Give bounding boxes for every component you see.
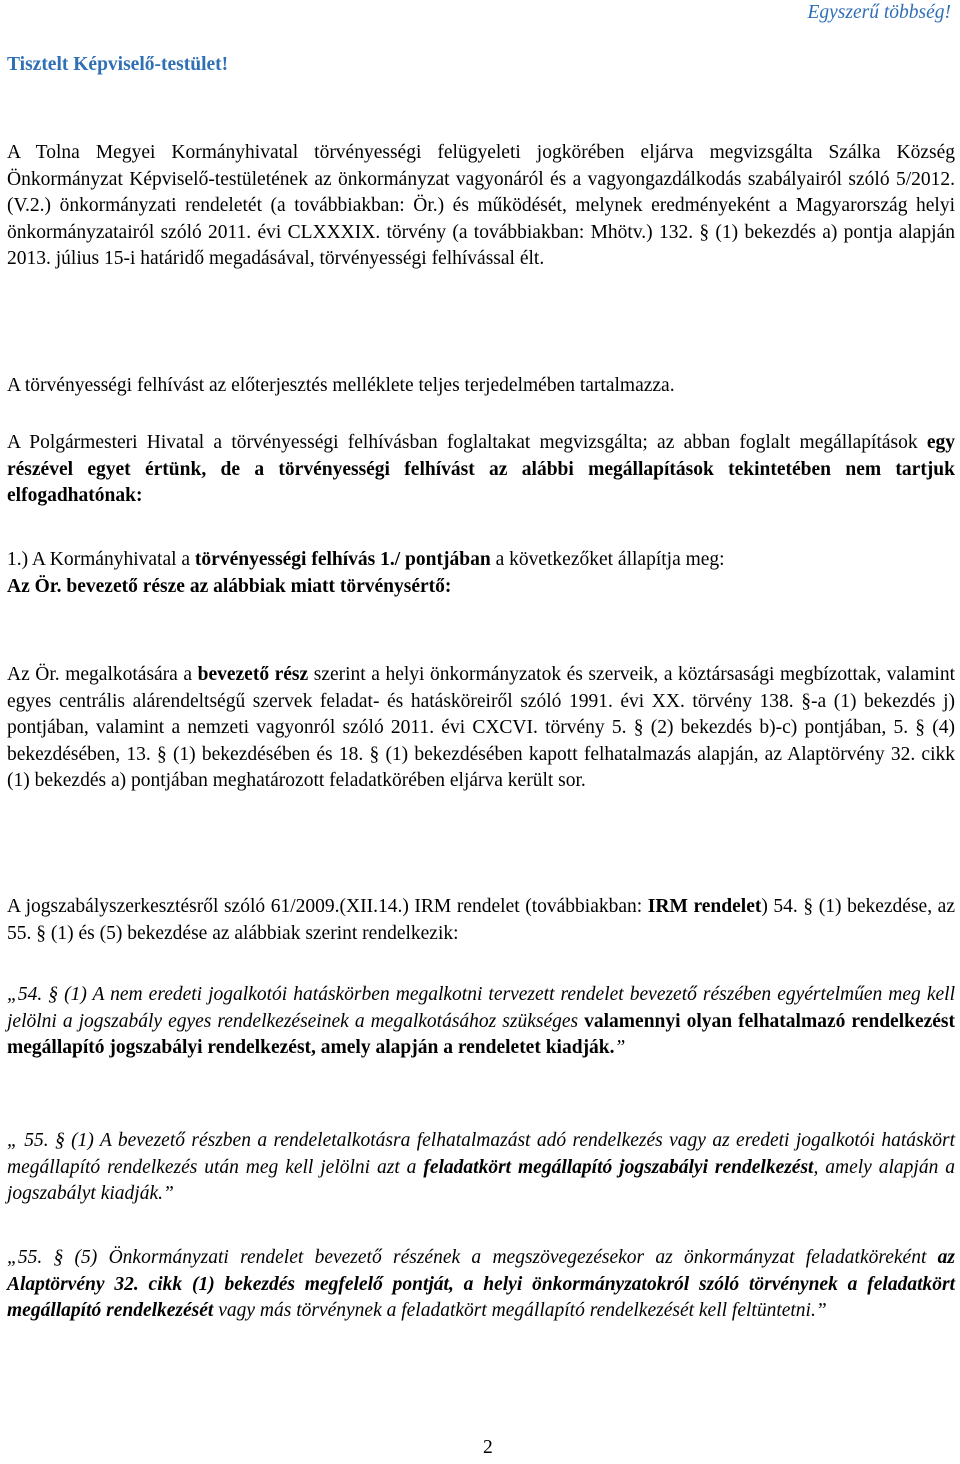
- quote-55-5-paragraph: [7, 1245, 955, 1325]
- point-1-heading-text: Az Ör. bevezető része az alábbiak miatt törvénysértő:: [7, 575, 452, 597]
- salutation: Tisztelt Képviselő-testület!: [7, 54, 229, 75]
- point-1-part-b: törvényességi felhívás 1./ pontjában: [194, 549, 491, 570]
- preamble-part-a: Az Ör. megalkotására a: [7, 664, 198, 685]
- quote-55-1-paragraph: [7, 1128, 955, 1208]
- point-1-part-c: a következőket állapítja meg:: [490, 549, 725, 570]
- point-1-part-a: 1.) A Kormányhivatal a: [7, 549, 195, 570]
- quote-54-part-c: ”: [614, 1037, 626, 1059]
- irm-part-b: IRM rendelet: [647, 896, 762, 917]
- office-paragraph: [7, 430, 955, 510]
- irm-part-c: ) 54. § (1) bekezdése, az 55. § (1) és (5) bekezdése az alábbiak szerint rendelkezik:: [7, 896, 955, 944]
- quote-55-5-part-a: „55. § (5) Önkormányzati rendelet bevezető részének a megszövegezésekor az önkormányzat feladatköreként: [7, 1247, 938, 1268]
- page-number: 2: [483, 1437, 493, 1458]
- point-1-text: [7, 547, 955, 574]
- quote-55-1-part-a: „ 55. § (1) A bevezető részben a rendeletalkotásra felhatalmazást adó rendelkezés vagy az eredeti jogalkotói hatáskört megállapító rendelkezés után meg kell jelölni azt a: [7, 1130, 955, 1178]
- quote-54-part-a: „54. § (1) A nem eredeti jogalkotói hatáskörben megalkotni tervezett rendelet bevezető részében egyértelműen meg kell jelölni a jogszabály egyes rendelkezéseinek a megalkotásához szükséges: [7, 984, 955, 1032]
- quote-55-1-text: [7, 1128, 955, 1208]
- quote-54-text: [7, 982, 955, 1062]
- vote-type-note: Egyszerű többség!: [807, 2, 951, 23]
- attachment-paragraph: [7, 373, 955, 400]
- office-text: [7, 430, 955, 510]
- attachment-text: A törvényességi felhívást az előterjesztés melléklete teljes terjedelmében tartalmazza.: [7, 375, 675, 396]
- preamble-part-c: szerint a helyi önkormányzatok és szerveik, a köztársasági megbízottak, valamint egyes centrális alárendeltségű szervek feladat- és hatásköreiről szóló 1991. évi XX. törvény 138. §-a (1) bekezdés j) pontjában, valamint a nemzeti vagyonról szóló 2011. évi CXCVI. törvény 5. § (2) bekezdés b)-c) pontjában, 5. § (4) bekezdésében, 13. § (1) bekezdésében és 18. § (1) bekezdésében kapott felhatalmazás alapján, az Alaptörvény 32. cikk (1) bekezdés a) pontjában meghatározott feladatkörében eljárva került sor.: [7, 664, 956, 792]
- intro-text: A Tolna Megyei Kormányhivatal törvényességi felügyeleti jogkörében eljárva megvizsgálta Szálka Község Önkormányzat Képviselő-testületének az önkormányzat vagyonáról és a vagyongazdálkodás szabályairól szóló 5/2012.(V.2.) önkormányzati rendeletét (a továbbiakban: Ör.) és működését, melynek eredményeként a Magyarország helyi önkormányzatairól szóló 2011. évi CLXXXIX. törvény (a továbbiakban: Mhötv.) 132. § (1) bekezdés a) pontja alapján 2013. július 15-i határidő megadásával, törvényességi felhívással élt.: [7, 142, 955, 270]
- quote-55-1-part-b: feladatkört megállapító jogszabályi rendelkezést: [423, 1156, 814, 1178]
- preamble-text: [7, 662, 955, 795]
- quote-54-paragraph: [7, 982, 955, 1062]
- quote-55-5-part-c: vagy más törvénynek a feladatkört megállapító rendelkezését kell feltüntetni.”: [213, 1300, 827, 1322]
- office-text-bold: egy részével egyet értünk, de a törvényességi felhívást az alábbi megállapítások tekintetében nem tartjuk elfogadhatónak:: [7, 432, 955, 507]
- quote-54-part-b: valamennyi olyan felhatalmazó rendelkezést megállapító jogszabályi rendelkezést, amely alapján a rendeletet kiadják.: [7, 1010, 956, 1059]
- quote-55-5-part-b: az Alaptörvény 32. cikk (1) bekezdés megfelelő pontját, a helyi önkormányzatokról szóló törvénynek a feladatkört megállapító rendelkezését: [7, 1247, 955, 1322]
- preamble-paragraph: [7, 662, 955, 795]
- intro-paragraph: [7, 140, 955, 273]
- quote-55-5-text: [7, 1245, 955, 1325]
- point-1-heading: [7, 574, 955, 601]
- quote-55-1-part-c: , amely alapján a jogszabályt kiadják.”: [7, 1156, 955, 1205]
- point-1-paragraph: [7, 547, 955, 600]
- irm-part-a: A jogszabályszerkesztésről szóló 61/2009.(XII.14.) IRM rendelet (továbbiakban:: [7, 896, 648, 917]
- irm-paragraph: [7, 894, 955, 947]
- preamble-part-b: bevezető rész: [197, 664, 309, 685]
- irm-text: [7, 894, 955, 947]
- office-text-plain: A Polgármesteri Hivatal a törvényességi felhívásban foglaltakat megvizsgálta; az abban foglalt megállapítások: [7, 432, 927, 453]
